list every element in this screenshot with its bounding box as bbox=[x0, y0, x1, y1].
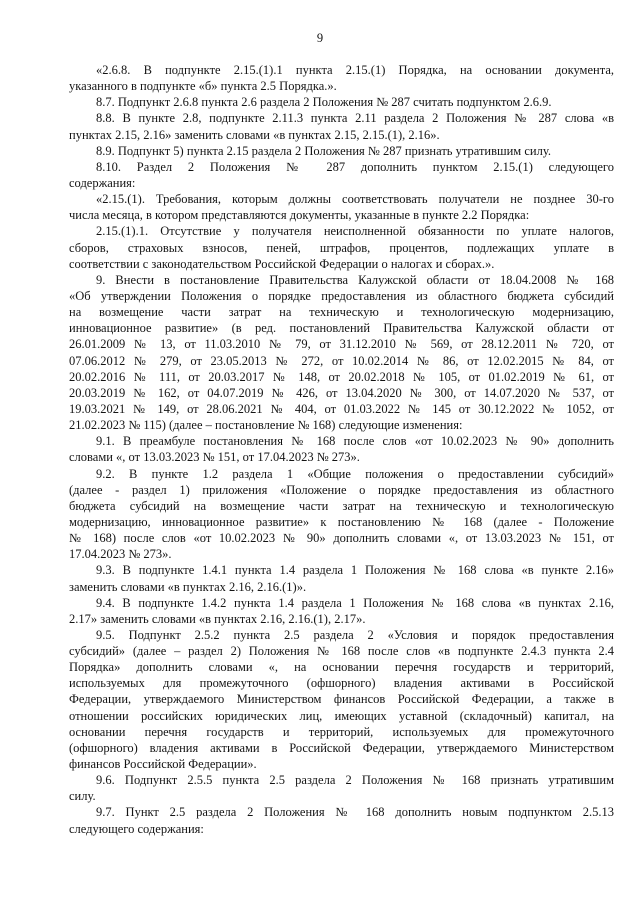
text-line: 9.6. Подпункт 2.5.5 пункта 2.5 раздела 2 Положения № 168 признать утратившим bbox=[96, 773, 614, 788]
text-line: 8.10. Раздел 2 Положения № 287 дополнить пунктом 2.15.(1) следующего bbox=[96, 159, 614, 174]
text-line: отношении российских юридических лиц, имеющих уставной (складочный) капитал, на bbox=[69, 708, 614, 723]
text-line: 19.03.2021 № 149, от 28.06.2021 № 404, от 01.03.2022 № 145 от 30.12.2022 № 1052, от bbox=[69, 401, 614, 416]
text-line: субсидий» (далее – раздел 2) Положения № 168 после слов «в подпункте 2.4.3 пункта 2.4 bbox=[69, 644, 614, 659]
text-line: 07.06.2012 № 279, от 23.05.2013 № 272, от 10.02.2014 № 86, от 12.02.2015 № 84, от bbox=[69, 353, 614, 368]
text-line: 17.04.2023 № 273». bbox=[69, 547, 172, 562]
text-line: основании перечня государств и территорий, используемых для промежуточного bbox=[69, 724, 614, 739]
text-line: 9.1. В преамбуле постановления № 168 после слов «от 10.02.2023 № 90» дополнить bbox=[96, 434, 614, 449]
text-line: на возмещение части затрат на техническую и технологическую модернизацию, bbox=[69, 305, 614, 320]
text-line: словами «, от 13.03.2023 № 151, от 17.04.2023 № 273». bbox=[69, 450, 360, 465]
text-line: 21.02.2023 № 115) (далее – постановление № 168) следующие изменения: bbox=[69, 418, 463, 433]
text-line: «Об утверждении Положения о порядке предоставления из областного бюджета субсидий bbox=[69, 288, 614, 303]
text-line: 8.7. Подпункт 2.6.8 пункта 2.6 раздела 2 Положения № 287 считать подпунктом 2.6.9. bbox=[96, 95, 552, 110]
text-line: 26.01.2009 № 13, от 11.03.2010 № 79, от 31.12.2010 № 569, от 28.12.2011 № 720, от bbox=[69, 337, 614, 352]
text-line: заменить словами «в пунктах 2.16, 2.16.(1)». bbox=[69, 579, 307, 594]
text-line: Федерации, утверждаемого Министерством финансов Российской Федерации, а также в bbox=[69, 692, 614, 707]
text-line: 2.15.(1).1. Отсутствие у получателя неисполненной обязанности по уплате налогов, bbox=[96, 224, 614, 239]
text-line: пунктах 2.15, 2.16» заменить словами «в пунктах 2.15, 2.15.(1), 2.16». bbox=[69, 127, 440, 142]
text-line: 9.5. Подпункт 2.5.2 пункта 2.5 раздела 2 «Условия и порядок предоставления bbox=[96, 627, 614, 642]
text-line: используемых для промежуточного (офшорного) владения активами в Российской bbox=[69, 676, 614, 691]
text-line: № 168) после слов «от 10.02.2023 № 90» дополнить словами «, от 13.03.2023 № 151, от bbox=[69, 531, 614, 546]
text-line: «2.15.(1). Требования, которым должны соответствовать получатели не позднее 30-го bbox=[96, 192, 614, 207]
text-line: 20.02.2016 № 111, от 20.03.2017 № 148, от 20.02.2018 № 105, от 01.02.2019 № 61, от bbox=[69, 369, 614, 384]
text-line: сборов, страховых взносов, пеней, штрафов, процентов, подлежащих уплате в bbox=[69, 240, 614, 255]
text-line: 8.8. В пункте 2.8, подпункте 2.11.3 пункта 2.11 раздела 2 Положения № 287 слова «в bbox=[96, 111, 614, 126]
text-line: финансов Российской Федерации». bbox=[69, 757, 257, 772]
page-number: 9 bbox=[316, 31, 324, 45]
text-line: 9.7. Пункт 2.5 раздела 2 Положения № 168 дополнить новым подпунктом 2.5.13 bbox=[96, 805, 614, 820]
text-line: числа месяца, в котором представляются документы, указанные в пункте 2.2 Порядка: bbox=[69, 208, 530, 223]
text-line: указанного в подпункте «б» пункта 2.5 Порядка.». bbox=[69, 79, 337, 94]
text-line: 20.03.2019 № 162, от 04.07.2019 № 426, от 13.04.2020 № 300, от 14.07.2020 № 537, от bbox=[69, 385, 614, 400]
text-line: 9.4. В подпункте 1.4.2 пункта 1.4 раздела 1 Положения № 168 слова «в пунктах 2.16, bbox=[96, 595, 614, 610]
text-line: «2.6.8. В подпункте 2.15.(1).1 пункта 2.15.(1) Порядка, на основании документа, bbox=[96, 63, 614, 77]
text-line: следующего содержания: bbox=[69, 821, 204, 836]
document-body bbox=[69, 62, 614, 837]
text-line: бюджета субсидий на возмещение части затрат на техническую и технологическую bbox=[69, 498, 614, 513]
text-line: соответствии с законодательством Российской Федерации о налогах и сборах.». bbox=[69, 256, 495, 271]
text-line: 2.17» заменить словами «в пунктах 2.16, 2.16.(1), 2.17». bbox=[69, 611, 366, 626]
text-line: 9.2. В пункте 1.2 раздела 1 «Общие положения о предоставлении субсидий» bbox=[96, 466, 614, 481]
text-line: (далее - раздел 1) приложения «Положение о порядке предоставления из областного bbox=[69, 482, 614, 497]
text-line: Порядка» дополнить словами «, на основании перечня государств и территорий, bbox=[69, 660, 614, 675]
text-line: (офшорного) владения активами в Российской Федерации, утверждаемого Министерством bbox=[69, 740, 614, 755]
text-line: 9. Внести в постановление Правительства Калужской области от 18.04.2008 № 168 bbox=[96, 272, 614, 287]
text-line: модернизацию, инновационное развитие» к постановлению № 168 (далее - Положение bbox=[69, 514, 614, 529]
text-line: инновационное развитие» (в ред. постановлений Правительства Калужской области от bbox=[69, 321, 614, 336]
text-line: силу. bbox=[69, 789, 96, 804]
text-line: содержания: bbox=[69, 175, 136, 190]
text-line: 9.3. В подпункте 1.4.1 пункта 1.4 раздела 1 Положения № 168 слова «в пункте 2.16» bbox=[96, 563, 614, 578]
text-line: 8.9. Подпункт 5) пункта 2.15 раздела 2 Положения № 287 признать утратившим силу. bbox=[96, 143, 551, 158]
